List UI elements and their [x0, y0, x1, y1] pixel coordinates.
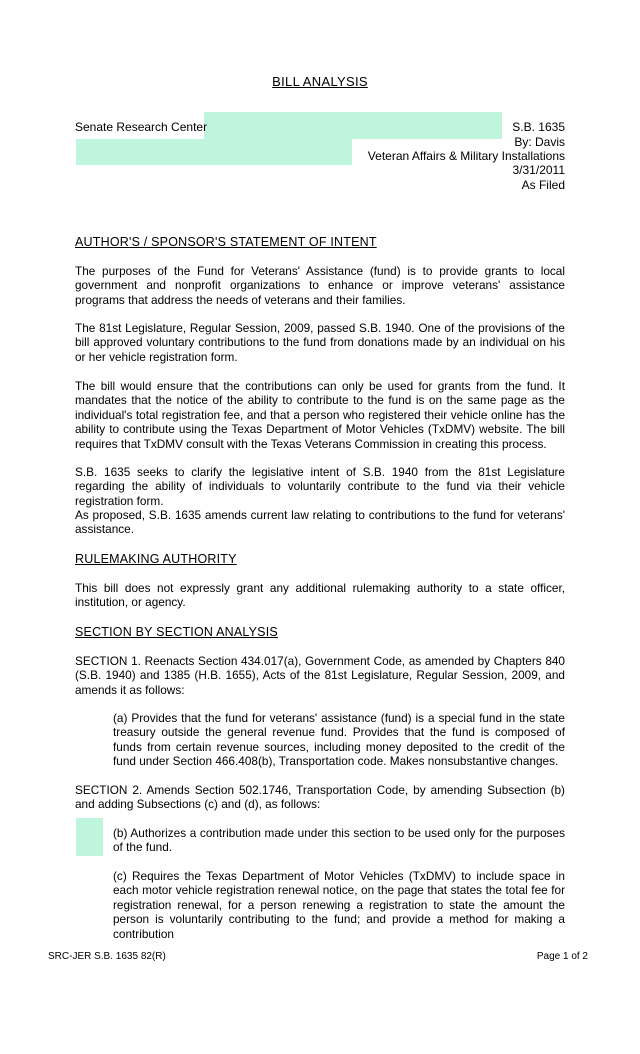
- rulemaking-paragraph: This bill does not expressly grant any additional rulemaking authority to a state officer, institution, or agency.: [75, 581, 565, 610]
- bill-author: By: Davis: [514, 135, 565, 149]
- highlight-block-left: [76, 139, 352, 165]
- intent-paragraph-2: The 81st Legislature, Regular Session, 2009, passed S.B. 1940. One of the provisions of the bill approved voluntary contributions to the fund from donations made by an individual on his or her vehicle registration form.: [75, 321, 565, 364]
- footer-reference: SRC-JER S.B. 1635 82(R): [48, 951, 166, 962]
- intent-paragraph-5: As proposed, S.B. 1635 amends current law relating to contributions to the fund for veterans' assistance.: [75, 508, 565, 537]
- rulemaking-heading: RULEMAKING AUTHORITY: [75, 552, 237, 566]
- intent-heading: AUTHOR'S / SPONSOR'S STATEMENT OF INTENT: [75, 235, 377, 249]
- bill-status: As Filed: [521, 178, 565, 192]
- section1-paragraph: SECTION 1. Reenacts Section 434.017(a), Government Code, as amended by Chapters 840 (S.B. 1940) and 1385 (H.B. 1655), Acts of the 81st Legislature, Regular Session, 2009, and amends it as follows:: [75, 654, 565, 697]
- highlight-block-margin: [76, 818, 103, 856]
- section2-subsection-c: (c) Requires the Texas Department of Motor Vehicles (TxDMV) to include space in each motor vehicle registration renewal notice, on the page that states the total fee for registration renewal, for a person renewing a registration to state the amount the person is voluntarily contributing to the fund; and provide a method for making a contribution: [113, 869, 565, 941]
- analysis-date: 3/31/2011: [512, 163, 565, 177]
- page-number: Page 1 of 2: [536, 951, 588, 962]
- section1-subsection-a: (a) Provides that the fund for veterans' assistance (fund) is a special fund in the state treasury outside the general revenue fund. Provides that the fund is composed of funds from certain revenue sources, including money deposited to the credit of the fund under Section 466.408(b), Transportation code. Makes nonsubstantive changes.: [113, 711, 565, 769]
- section2-paragraph: SECTION 2. Amends Section 502.1746, Transportation Code, by amending Subsection (b) and adding Subsections (c) and (d), as follows:: [75, 783, 565, 812]
- intent-paragraph-4: S.B. 1635 seeks to clarify the legislative intent of S.B. 1940 from the 81st Legislature regarding the ability of individuals to voluntarily contribute to the fund via their vehicle registration form.: [75, 465, 565, 508]
- highlight-block-top: [204, 112, 502, 139]
- analysis-heading: SECTION BY SECTION ANALYSIS: [75, 625, 278, 639]
- intent-paragraph-1: The purposes of the Fund for Veterans' Assistance (fund) is to provide grants to local government and nonprofit organizations to enhance or improve veterans' assistance programs that address the needs of veterans and their families.: [75, 264, 565, 307]
- section2-subsection-b: (b) Authorizes a contribution made under this section to be used only for the purposes of the fund.: [113, 826, 565, 855]
- committee-name: Veteran Affairs & Military Installations: [367, 149, 565, 163]
- intent-paragraph-3: The bill would ensure that the contributions can only be used for grants from the fund. It mandates that the notice of the ability to contribute to the fund is on the same page as the individual's total registration fee, and that a person who registered their vehicle online has the ability to contribute using the Texas Department of Motor Vehicles (TxDMV) website. The bill requires that TxDMV consult with the Texas Veterans Commission in creating this process.: [75, 379, 565, 451]
- bill-number: S.B. 1635: [512, 120, 565, 134]
- page-title: BILL ANALYSIS: [272, 74, 368, 89]
- office-name: Senate Research Center: [75, 120, 208, 134]
